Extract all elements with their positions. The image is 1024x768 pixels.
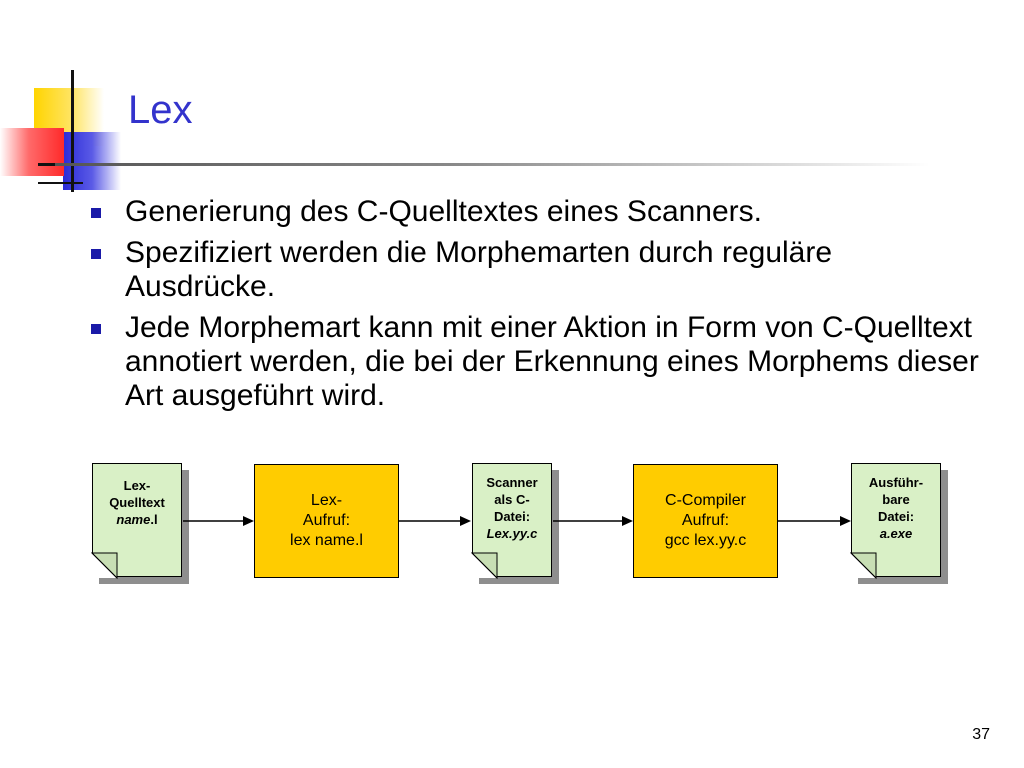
bullet-text: Generierung des C-Quelltextes eines Scanners. xyxy=(125,195,763,228)
document-label: Scanner xyxy=(486,475,538,490)
document-extension: .l xyxy=(150,512,158,527)
title-divider xyxy=(55,163,930,166)
bullet-item xyxy=(88,236,988,304)
document-label: Quelltext xyxy=(109,495,165,510)
bullet-item xyxy=(88,311,988,413)
slide-title: Lex xyxy=(128,88,193,132)
document-label xyxy=(93,511,181,528)
folded-corner-icon xyxy=(91,552,119,580)
bullet-list xyxy=(88,195,988,420)
bullet-item xyxy=(88,195,988,229)
bullet-text: Jede Morphemart kann mit einer Aktion in Form von C-Quelltext annotiert werden, die bei der Erkennung eines Morphems dieser Art ausgeführt wird. xyxy=(125,311,979,412)
document-label: Ausführ- xyxy=(868,475,924,490)
folded-corner-icon xyxy=(471,552,499,580)
document-label: Lex- xyxy=(123,478,151,493)
square-bullet-icon xyxy=(91,249,101,259)
box-label: lex name.l xyxy=(290,532,363,549)
bullet-text: Spezifiziert werden die Morphemarten durch reguläre Ausdrücke. xyxy=(125,236,833,303)
box-label: Lex- xyxy=(310,492,343,509)
page-number: 37 xyxy=(972,726,990,743)
square-bullet-icon xyxy=(91,208,101,218)
folded-corner-icon xyxy=(850,552,878,580)
document-label: als C- xyxy=(494,492,530,507)
arrow-right-icon xyxy=(399,514,472,528)
decorative-corner-graphic xyxy=(0,70,120,195)
document-label: Datei: xyxy=(877,509,915,524)
document-label: bare xyxy=(882,492,910,507)
box-label: Aufruf: xyxy=(302,512,351,529)
square-bullet-icon xyxy=(91,324,101,334)
document-filename: a.exe xyxy=(879,526,913,541)
vertical-line-decoration xyxy=(71,70,74,192)
document-filename: name xyxy=(116,512,151,527)
arrow-right-icon xyxy=(778,514,852,528)
process-box-lex-call xyxy=(254,464,399,578)
process-box-c-compiler xyxy=(633,464,778,578)
document-label: Datei: xyxy=(493,509,531,524)
box-label: C-Compiler xyxy=(665,492,746,509)
horizontal-line-decoration xyxy=(38,182,83,184)
arrow-right-icon xyxy=(553,514,634,528)
box-label: Aufruf: xyxy=(681,512,730,529)
arrow-right-icon xyxy=(183,514,255,528)
process-flow-diagram xyxy=(0,455,1024,605)
document-filename: Lex.yy.c xyxy=(486,526,538,541)
red-square-decoration xyxy=(0,128,64,176)
box-label: gcc lex.yy.c xyxy=(664,532,747,549)
